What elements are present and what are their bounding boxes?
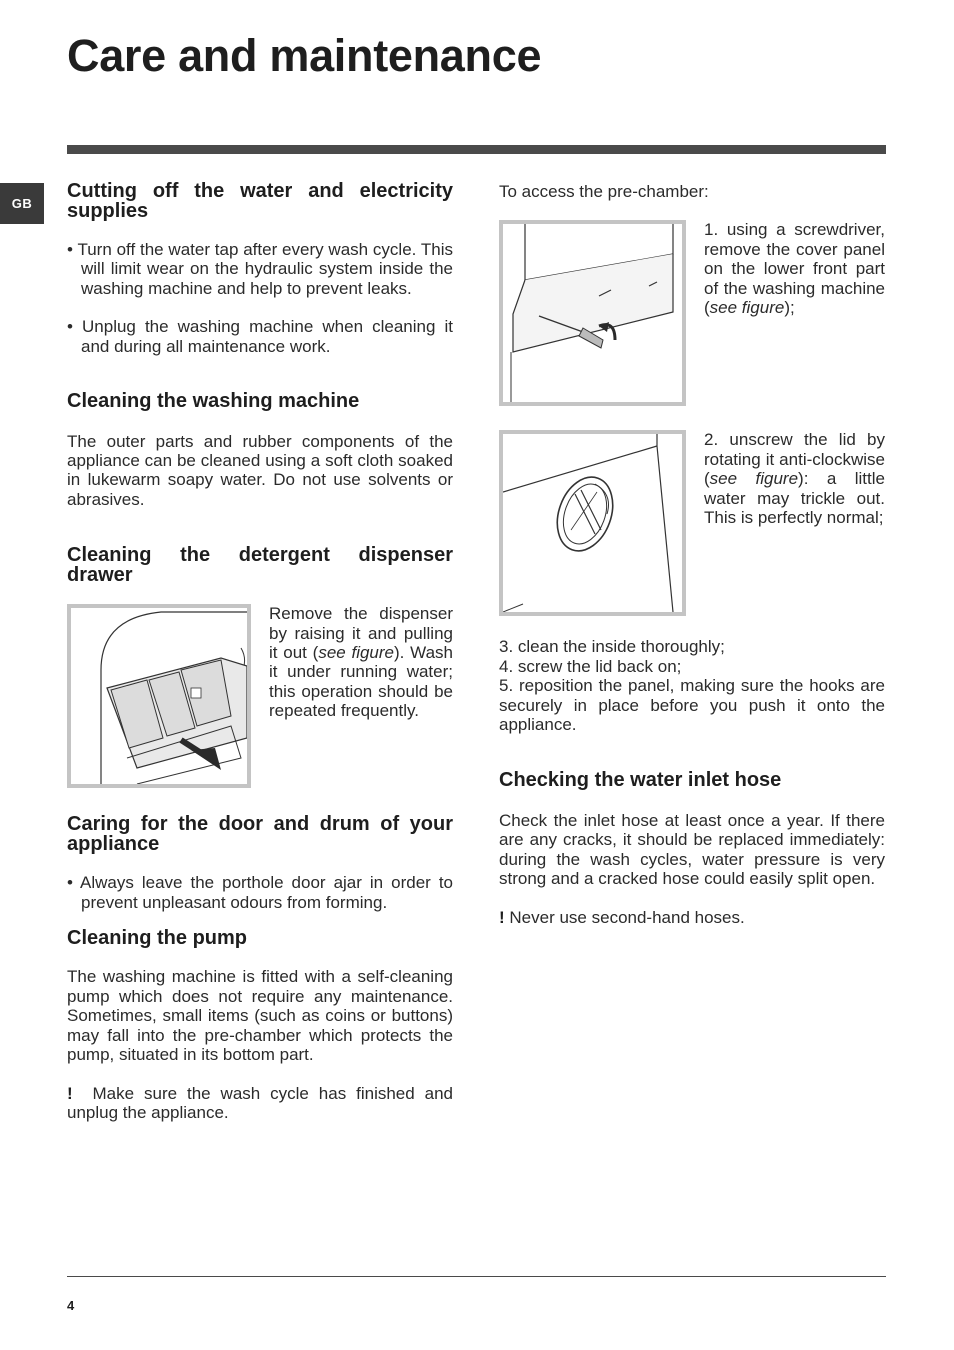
bullet-item: • Turn off the water tap after every wash cycle. This will limit wear on the hydraulic system inside the washing machine and help to prevent leaks.	[67, 240, 453, 298]
dispenser-drawer-figure	[67, 604, 251, 788]
detergent-drawer-block	[67, 604, 453, 788]
warning-mark: !	[67, 1083, 73, 1103]
detergent-drawer-text	[269, 604, 453, 788]
dispenser-drawer-illustration	[71, 608, 247, 784]
bottom-rule	[67, 1276, 886, 1277]
text-fragment: );	[784, 298, 795, 318]
step-item: 4. screw the lid back on;	[499, 656, 682, 676]
cover-panel-figure	[499, 220, 686, 406]
warning-mark: !	[499, 907, 505, 927]
warning-note	[499, 908, 885, 927]
language-tab: GB	[0, 183, 44, 224]
pump-lid-illustration	[503, 434, 682, 612]
text-fragment: 2. unscrew the lid by rotating it anti-clockwise (	[704, 430, 885, 489]
bullet-item: • Always leave the porthole door ajar in order to prevent unpleasant odours from forming.	[67, 873, 453, 912]
step-item: 3. clean the inside thoroughly;	[499, 637, 725, 657]
warning-text: Never use second-hand hoses.	[509, 907, 745, 927]
see-figure-ref: see figure	[318, 642, 395, 662]
pump-lid-figure	[499, 430, 686, 616]
step1-text	[704, 220, 885, 406]
section-heading-cleaning-machine: Cleaning the washing machine	[67, 390, 360, 413]
text-fragment: Remove the dispenser by raising it and pulling it out (	[269, 604, 453, 662]
step1-block	[499, 220, 885, 406]
left-column	[67, 182, 453, 1122]
step2-block	[499, 430, 885, 616]
screwdriver-cover-panel-illustration	[503, 224, 682, 402]
warning-note	[67, 1084, 453, 1123]
step-item: 5. reposition the panel, making sure the hooks are securely in place before you push it onto the appliance.	[499, 676, 885, 735]
body-text: The washing machine is fitted with a self-cleaning pump which does not require any maintenance. Sometimes, small items (such as coins or buttons) may fall into the pre-chamber which protects the pump, situated in its bottom part.	[67, 967, 453, 1065]
text-fragment: ). Wash it under running water; this operation should be repeated frequently.	[269, 642, 453, 721]
right-column	[499, 182, 885, 927]
see-figure-ref: see figure	[709, 298, 785, 318]
body-text: The outer parts and rubber components of the appliance can be cleaned using a soft cloth soaked in lukewarm soapy water. Do not use solvents or abrasives.	[67, 431, 453, 509]
warning-text: Make sure the wash cycle has finished and unplug the appliance.	[67, 1083, 453, 1122]
page-title: Care and maintenance	[67, 30, 542, 81]
step2-text	[704, 430, 885, 616]
section-heading-inlet-hose: Checking the water inlet hose	[499, 769, 782, 792]
page-number: 4	[67, 1298, 75, 1313]
text-fragment: 1. using a screwdriver, remove the cover panel on the lower front part of the washing machine (	[704, 220, 885, 318]
body-text: Check the inlet hose at least once a year. If there are any cracks, it should be replaced immediately: during the wash cycles, water pressure is very strong and a cracked hose could easily split open.	[499, 810, 885, 889]
bullet-item: • Unplug the washing machine when cleaning it and during all maintenance work.	[67, 317, 453, 356]
section-heading-supplies: Cutting off the water and electricity supplies	[67, 180, 453, 222]
top-rule	[67, 145, 886, 154]
see-figure-ref: see figure	[709, 469, 799, 489]
prechamber-intro: To access the pre-chamber:	[499, 182, 709, 201]
text-fragment: ): a little water may trickle out. This is perfectly normal;	[704, 469, 885, 528]
section-heading-detergent-drawer: Cleaning the detergent dispenser drawer	[67, 544, 453, 586]
section-heading-door-drum: Caring for the door and drum of your appliance	[67, 813, 453, 855]
section-heading-pump: Cleaning the pump	[67, 926, 247, 949]
